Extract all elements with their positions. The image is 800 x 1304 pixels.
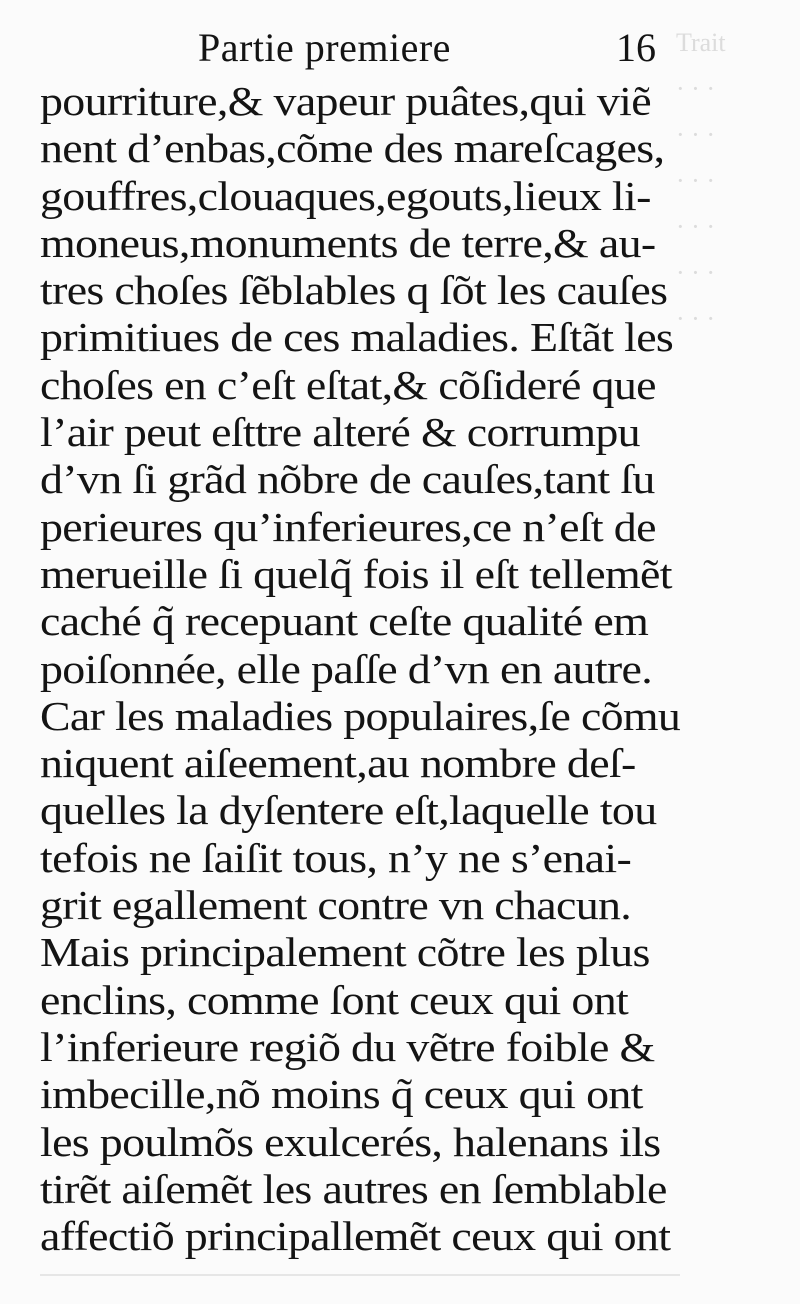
text-line: imbecille,nõ moins q̃ ceux qui ont [40,1071,643,1118]
body-text [40,78,680,1260]
text-line: gouffres,clouaques,egouts,lieux li- [40,172,651,219]
text-line: moneus,monuments de terre,& au- [40,219,656,266]
page-bottom-edge [40,1274,680,1276]
text-line: pourriture,& vapeur puâtes,qui viẽ [40,78,651,124]
text-line: l’air peut eſttre alteré & corrumpu [40,409,640,456]
page-header [0,18,800,74]
text-line: l’inferieure regiõ du vẽtre foible & [40,1023,655,1070]
text-line: enclins, comme ſont ceux qui ont [40,976,629,1023]
text-line: caché q̃ recepuant ceſte qualité em [40,598,649,645]
text-line: Mais principalement cõtre les plus [40,929,650,976]
show-through-text: Trait · · · · · · · · · · · · · · · · · · [676,28,726,333]
text-line: grit egallement contre vn chacun. [40,882,632,929]
running-head: Partie premiere [198,25,451,70]
text-line: primitiues de ces maladies. Eſtãt les [40,314,674,361]
text-line: niquent aiſeement,au nombre deſ- [40,740,636,787]
text-line: merueille ſi quelq̃ fois il eſt tellemẽt [40,550,672,597]
text-line: poiſonnée, elle paſſe d’vn en autre. [40,645,653,692]
text-line: choſes en c’eſt eſtat,& cõſideré que [40,361,656,408]
text-line: tefois ne ſaiſit tous, n’y ne s’enai- [40,834,632,881]
text-line: tirẽt aiſemẽt les autres en ſemblable [40,1165,667,1212]
text-line: d’vn ſi grãd nõbre de cauſes,tant ſu [40,456,655,503]
text-line: les poulmõs exulcerés, halenans ils [40,1118,661,1165]
text-line: perieures qu’inferieures,ce n’eſt de [40,503,656,550]
text-line: quelles la dyſentere eſt,laquelle tou [40,787,657,834]
text-line: Car les maladies populaires,ſe cõmu [40,692,681,739]
text-line: affectiõ principallemẽt ceux qui ont [40,1213,671,1260]
text-line: nent d’enbas,cõme des mareſcages, [40,125,665,172]
page-number: 16 [616,25,656,70]
text-line: tres choſes ſẽblables q ſõt les cauſes [40,267,668,314]
